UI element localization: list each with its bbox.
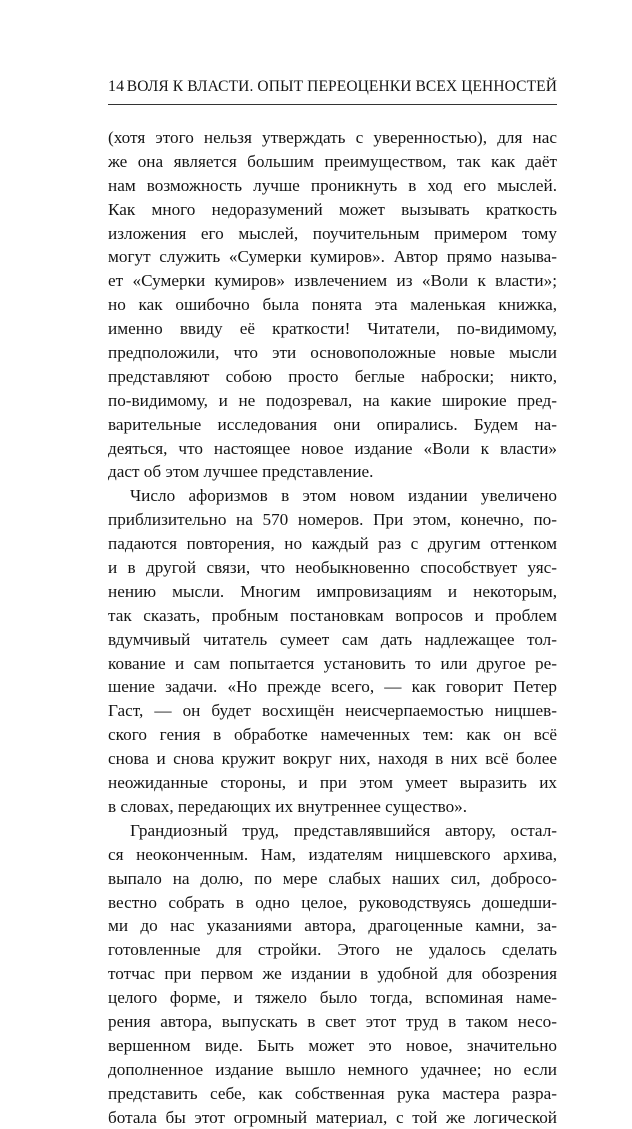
text-line: варительные исследования они опирались. Будем на- [108,414,557,434]
text-line: именно ввиду её краткости! Читатели, по-видимому, [108,319,557,339]
header-rule [108,104,557,105]
text-line: и в другой связи, что необыкновенно способствует уяс- [108,558,557,578]
text-line: шение задачи. «Но прежде всего, — как говорит Петер [108,677,557,697]
text-line: рения автора, выпускать в свет этот труд в таком несо- [108,1011,557,1031]
text-line: Гаст, — он будет восхищён неисчерпаемостью ницшев- [108,701,557,721]
text-line: ет «Сумерки кумиров» извлечением из «Воли к власти»; [108,271,557,291]
text-line: предположили, что эти основоположные новые мысли [108,343,557,363]
text-line: Грандиозный труд, представлявшийся автору, остал- [130,820,557,840]
running-title: ВОЛЯ К ВЛАСТИ. ОПЫТ ПЕРЕОЦЕНКИ ВСЕХ ЦЕННОСТЕЙ [126,78,557,95]
text-line: по-видимому, и не подозревал, на какие широкие пред- [108,390,557,410]
text-line: же она является большим преимуществом, так как даёт [108,151,557,171]
text-line: представляют собою просто беглые наброски; никто, [108,366,557,386]
text-line: Как много недоразумений может вызывать краткость [108,199,557,219]
text-line: ся неоконченным. Нам, издателям ницшевского архива, [108,844,557,864]
text-line: снова и снова кружит вокруг них, находя в них всё более [108,749,557,769]
text-line: Число афоризмов в этом новом издании увеличено [130,486,557,506]
text-line: нению мысли. Многим импровизациям и некоторым, [108,581,557,601]
text-line: целого форме, и тяжело было тогда, вспоминая наме- [108,988,557,1008]
text-line: кование и сам попытается установить то или другое ре- [108,653,557,673]
text-line: ботала бы этот огромный материал, с той же логической [108,1107,557,1127]
running-header [108,78,557,100]
text-line: так сказать, пробным постановкам вопросов и проблем [108,605,557,625]
text-line: приблизительно на 570 номеров. При этом, конечно, по- [108,510,557,530]
text-line: вестно собрать в одно целое, руководствуясь дошедши- [108,892,557,912]
text-line: готовленные для стройки. Этого не удалось сделать [108,940,557,960]
text-line: но как ошибочно была понята эта маленькая книжка, [108,295,557,315]
text-line: представить себе, как собственная рука мастера разра- [108,1083,557,1103]
text-line: могут служить «Сумерки кумиров». Автор прямо называ- [108,247,557,267]
text-line: (хотя этого нельзя утверждать с уверенностью), для нас [108,128,557,147]
text-line: нам возможность лучше проникнуть в ход его мыслей. [108,175,557,195]
text-line: в словах, передающих их внутреннее существо». [108,796,468,816]
text-line: выпало на долю, по мере слабых наших сил, добросо- [108,868,557,888]
text-line: изложения его мыслей, поучительным примером тому [108,223,557,243]
text-line: деяться, что настоящее новое издание «Воли к власти» [108,438,557,458]
text-line: тотчас при первом же издании в удобной для обозрения [108,964,557,984]
text-line: падаются повторения, но каждый раз с другим оттенком [108,534,557,554]
text-line: вдумчивый читатель сумеет сам дать надлежащее тол- [108,629,557,649]
text-line: ми до нас указаниями автора, драгоценные камни, за- [108,916,557,936]
text-line: ского гения в обработке намеченных тем: как он всё [108,725,557,745]
text-line: вершенном виде. Быть может это новое, значительно [108,1035,557,1055]
page-number: 14 [108,78,125,95]
text-line: дополненное издание вышло немного удачнее; но если [108,1059,557,1079]
text-line: неожиданные стороны, и при этом умеет выразить их [108,773,557,793]
body-text [108,126,557,1129]
text-line: даст об этом лучшее представление. [108,462,374,482]
